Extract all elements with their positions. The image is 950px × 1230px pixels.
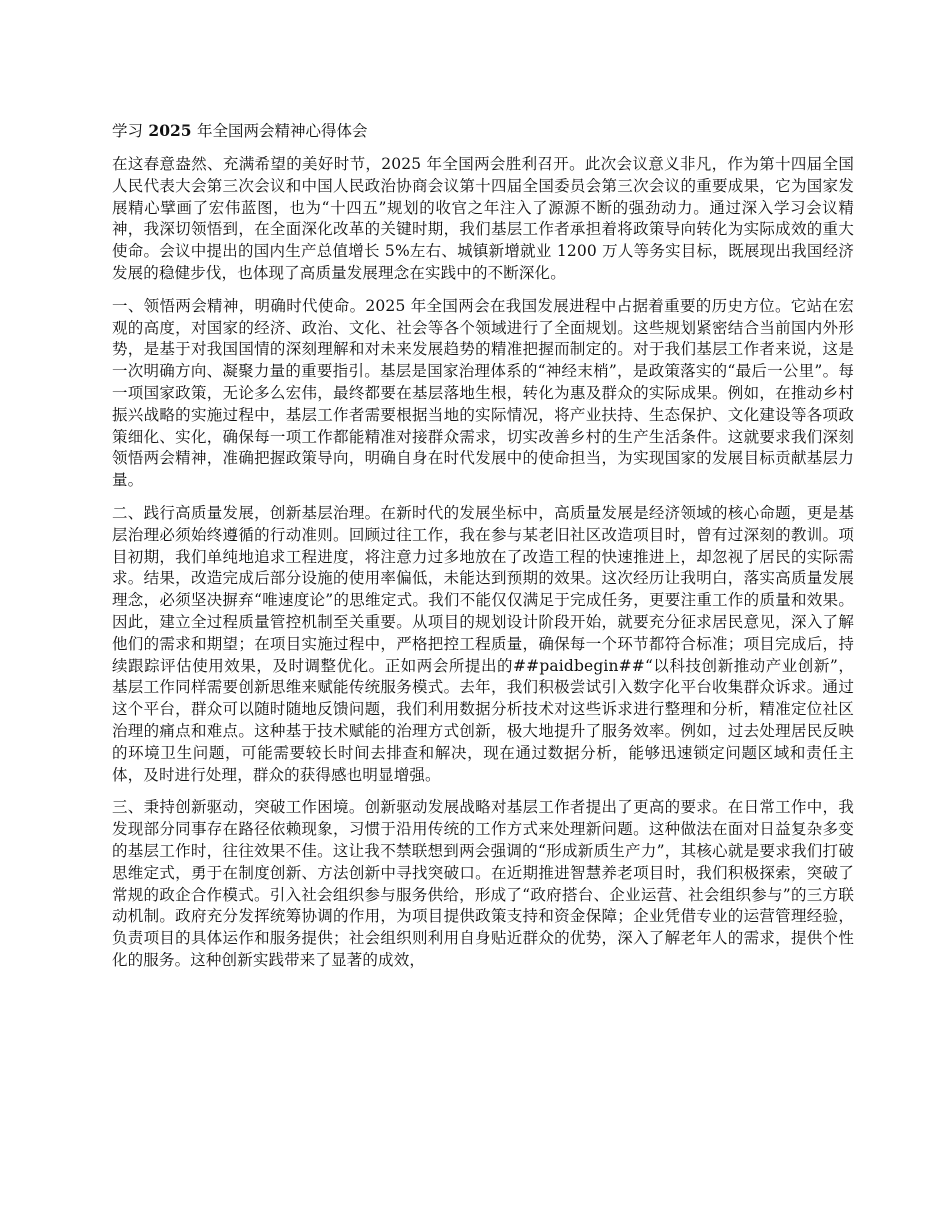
intro-paragraph: 在这春意盎然、充满希望的美好时节，2025 年全国两会胜利召开。此次会议意义非凡，作为第十四届全国人民代表大会第三次会议和中国人民政治协商会议第十四届全国委员会第三次会议的重要成果，它为国家发展精心擘画了宏伟蓝图，也为“十四五”规划的收官之年注入了源源不断的强劲动力。通过深入学习会议精神，我深切领悟到，在全面深化改革的关键时期，我们基层工作者承担着将政策导向转化为实际成效的重大使命。会议中提出的国内生产总值增长 5%左右、城镇新增就业 1200 万人等务实目标，既展现出我国经济发展的稳健步伐，也体现了高质量发展理念在实践中的不断深化。 [112, 155, 854, 282]
document-title [112, 120, 854, 142]
title-prefix: 学习 [112, 122, 144, 140]
section-1-paragraph: 一、领悟两会精神，明确时代使命。2025 年全国两会在我国发展进程中占据着重要的历史方位。它站在宏观的高度，对国家的经济、政治、文化、社会等各个领域进行了全面规划。这些规划紧密结合当前国内外形势，是基于对我国国情的深刻理解和对未来发展趋势的精准把握而制定的。对于我们基层工作者来说，这是一次明确方向、凝聚力量的重要指引。基层是国家治理体系的“神经末梢”，是政策落实的“最后一公里”。每一项国家政策，无论多么宏伟，最终都要在基层落地生根，转化为惠及群众的实际成果。例如，在推动乡村振兴战略的实施过程中，基层工作者需要根据当地的实际情况，将产业扶持、生态保护、文化建设等各项政策细化、实化，确保每一项工作都能精准对接群众需求，切实改善乡村的生产生活条件。这就要求我们深刻领悟两会精神，准确把握政策导向，明确自身在时代发展中的使命担当，为实现国家的发展目标贡献基层力量。 [112, 296, 854, 490]
section-3-paragraph: 三、秉持创新驱动，突破工作困境。创新驱动发展战略对基层工作者提出了更高的要求。在日常工作中，我发现部分同事存在路径依赖现象，习惯于沿用传统的工作方式来处理新问题。这种做法在面对日益复杂多变的基层工作时，往往效果不佳。这让我不禁联想到两会强调的“形成新质生产力”，其核心就是要求我们打破思维定式，勇于在制度创新、方法创新中寻找突破口。在近期推进智慧养老项目时，我们积极探索，突破了常规的政企合作模式。引入社会组织参与服务供给，形成了“政府搭台、企业运营、社会组织参与”的三方联动机制。政府充分发挥统筹协调的作用，为项目提供政策支持和资金保障；企业凭借专业的运营管理经验，负责项目的具体运作和服务提供；社会组织则利用自身贴近群众的优势，深入了解老年人的需求，提供个性化的服务。这种创新实践带来了显著的成效， [112, 798, 854, 969]
title-suffix: 年全国两会精神心得体会 [196, 122, 368, 140]
title-year: 2025 [143, 121, 197, 140]
document-page [112, 120, 854, 983]
section-2-paragraph: 二、践行高质量发展，创新基层治理。在新时代的发展坐标中，高质量发展是经济领域的核心命题，更是基层治理必须始终遵循的行动准则。回顾过往工作，我在参与某老旧社区改造项目时，曾有过深刻的教训。项目初期，我们单纯地追求工程进度，将注意力过多地放在了改造工程的快速推进上，却忽视了居民的实际需求。结果，改造完成后部分设施的使用率偏低，未能达到预期的效果。这次经历让我明白，落实高质量发展理念，必须坚决摒弃“唯速度论”的思维定式。我们不能仅仅满足于完成任务，更要注重工作的质量和效果。因此，建立全过程质量管控机制至关重要。从项目的规划设计阶段开始，就要充分征求居民意见，深入了解他们的需求和期望；在项目实施过程中，严格把控工程质量，确保每一个环节都符合标准；项目完成后，持续跟踪评估使用效果，及时调整优化。正如两会所提出的##paidbegin##“以科技创新推动产业创新”，基层工作同样需要创新思维来赋能传统服务模式。去年，我们积极尝试引入数字化平台收集群众诉求。通过这个平台，群众可以随时随地反馈问题，我们利用数据分析技术对这些诉求进行整理和分析，精准定位社区治理的痛点和难点。这种基于技术赋能的治理方式创新，极大地提升了服务效率。例如，过去处理居民反映的环境卫生问题，可能需要较长时间去排查和解决，现在通过数据分析，能够迅速锁定问题区域和责任主体，及时进行处理，群众的获得感也明显增强。 [112, 503, 854, 784]
